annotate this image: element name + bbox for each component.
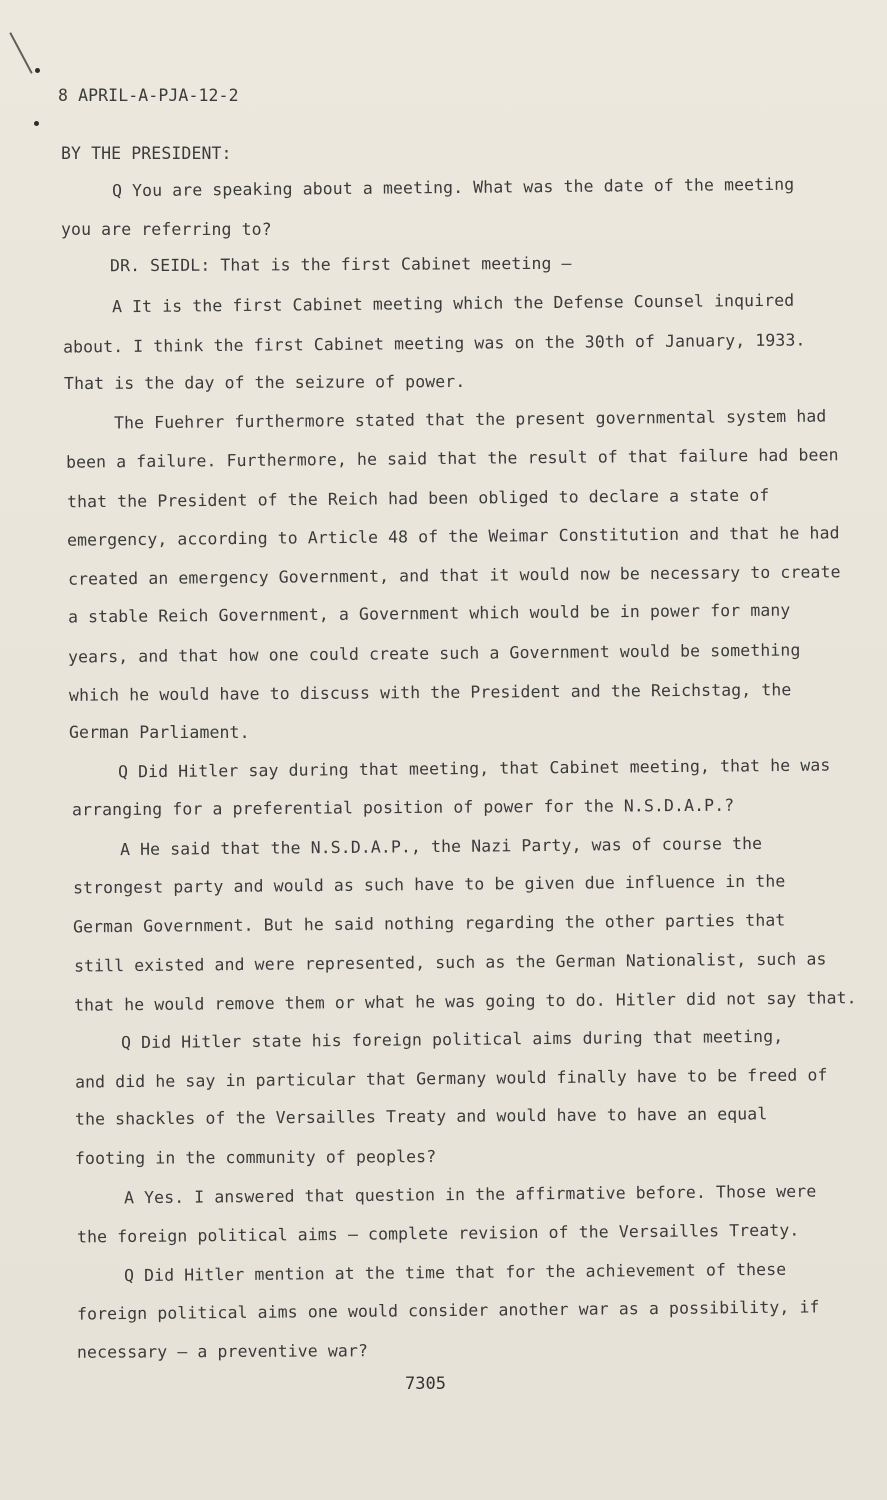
- transcript-line: DR. SEIDL: That is the first Cabinet meeting —: [109, 253, 572, 276]
- transcript-line: created an emergency Government, and that it would now be necessary to create: [67, 562, 841, 589]
- transcript-line: footing in the community of peoples?: [74, 1147, 437, 1168]
- transcript-line: Q Did Hitler state his foreign political aims during that meeting,: [120, 1026, 784, 1053]
- transcript-line: foreign political aims one would consider another war as a possibility, if: [76, 1297, 820, 1324]
- punch-hole-mark: [35, 68, 40, 73]
- transcript-line: necessary — a preventive war?: [76, 1341, 369, 1362]
- transcript-line: you are referring to?: [61, 220, 272, 239]
- transcript-line: The Fuehrer furthermore stated that the present governmental system had: [113, 406, 827, 433]
- punch-hole-mark: [34, 121, 39, 126]
- margin-mark: [9, 32, 32, 74]
- transcript-line: the foreign political aims — complete revision of the Versailles Treaty.: [76, 1220, 800, 1247]
- transcript-line: Q Did Hitler mention at the time that for the achievement of these: [123, 1259, 787, 1286]
- transcript-line: A It is the first Cabinet meeting which the Defense Counsel inquired: [111, 290, 795, 317]
- transcript-line: that he would remove them or what he was going to do. Hitler did not say that.: [73, 988, 857, 1015]
- transcript-line: the shackles of the Versailles Treaty and would have to have an equal: [74, 1104, 768, 1129]
- transcript-line: a stable Reich Government, a Government which would be in power for many: [67, 600, 791, 627]
- transcript-line: A He said that the N.S.D.A.P., the Nazi Party, was of course the: [119, 833, 763, 860]
- transcript-line: Q Did Hitler say during that meeting, that Cabinet meeting, that he was: [117, 755, 831, 782]
- transcript-line: arranging for a preferential position of power for the N.S.D.A.P.?: [71, 795, 735, 820]
- transcript-line: been a failure. Furthermore, he said that the result of that failure had been: [65, 445, 839, 472]
- transcript-line: about. I think the first Cabinet meeting was on the 30th of January, 1933.: [62, 330, 806, 357]
- page-number: 7305: [405, 1374, 446, 1394]
- document-header: 8 APRIL-A-PJA-12-2: [58, 86, 239, 105]
- transcript-line: still existed and were represented, such as the German Nationalist, such as: [73, 949, 827, 976]
- transcript-line: strongest party and would as such have to be given due influence in the: [72, 871, 786, 898]
- transcript-line: A Yes. I answered that question in the affirmative before. Those were: [123, 1181, 817, 1208]
- section-heading: BY THE PRESIDENT:: [61, 144, 232, 163]
- transcript-line: emergency, according to Article 48 of the Weimar Constitution and that he had: [66, 523, 840, 550]
- transcript-line: That is the day of the seizure of power.: [63, 371, 466, 394]
- transcript-line: German Parliament.: [69, 723, 250, 742]
- transcript-line: Q You are speaking about a meeting. What was the date of the meeting: [111, 174, 795, 201]
- transcript-line: and did he say in particular that Germany would finally have to be freed of: [74, 1065, 828, 1092]
- transcript-line: years, and that how one could create such a Government would be something: [67, 640, 801, 667]
- transcript-line: German Government. But he said nothing regarding the other parties that: [72, 910, 786, 937]
- transcript-line: that the President of the Reich had been obliged to declare a state of: [66, 485, 770, 512]
- transcript-line: which he would have to discuss with the President and the Reichstag, the: [68, 680, 792, 705]
